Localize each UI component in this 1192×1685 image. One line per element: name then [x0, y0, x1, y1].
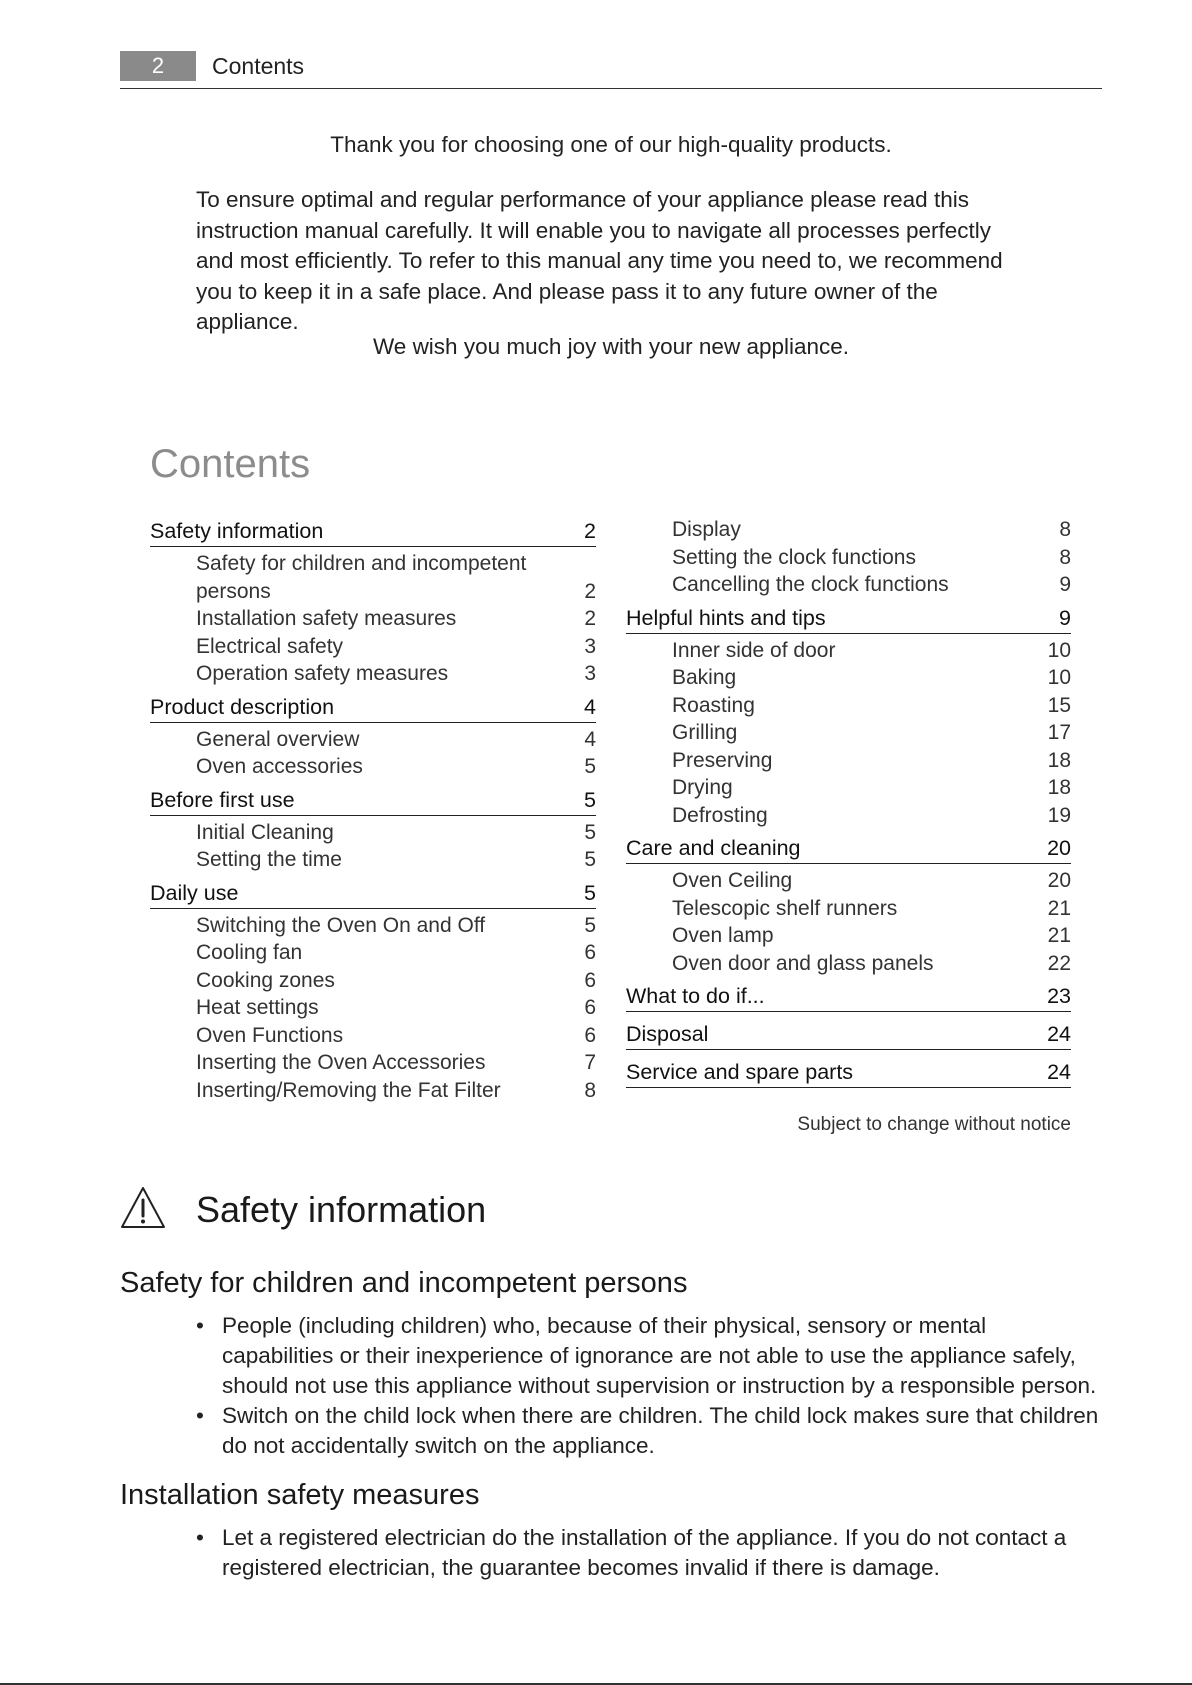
- toc-entry-page: 24: [1047, 1022, 1071, 1046]
- toc-subsection[interactable]: [626, 516, 1071, 544]
- toc-entry-page: 4: [584, 727, 596, 751]
- intro-line: and most efficiently. To refer to this manual any time you need to, we recommend: [196, 248, 1003, 273]
- toc-subsection[interactable]: [150, 753, 596, 781]
- intro-wish: We wish you much joy with your new appliance.: [372, 334, 850, 359]
- toc-subsection[interactable]: [150, 550, 596, 605]
- toc-entry-label: Daily use: [150, 880, 239, 905]
- toc-entry-page: 23: [1047, 984, 1071, 1008]
- toc-entry-page: 10: [1047, 638, 1071, 662]
- toc-entry-label: Safety for children and incompetent persons: [196, 552, 527, 603]
- toc-section[interactable]: [626, 1019, 1071, 1050]
- installation-safety-heading: Installation safety measures: [120, 1479, 480, 1511]
- toc-entry-page: 15: [1047, 693, 1071, 717]
- toc-entry-page: 24: [1047, 1060, 1071, 1084]
- toc-entry-label: Cooking zones: [196, 968, 335, 992]
- toc-entry-label: Switching the Oven On and Off: [196, 913, 486, 937]
- toc-entry-page: 6: [584, 1023, 596, 1047]
- list-item: [196, 1311, 1102, 1401]
- bullet-text: People (including children) who, because of their physical, sensory or mental capabilities or their inexperience of ignorance are not able to use the appliance safely, should not use this appliance without supervision or instruction by a responsible person.: [222, 1313, 1097, 1398]
- toc-subsection[interactable]: [150, 967, 596, 995]
- toc-entry-page: 4: [584, 694, 596, 719]
- toc-entry-page: 21: [1047, 924, 1071, 947]
- children-safety-list: [196, 1311, 1102, 1461]
- toc-entry-page: 5: [584, 755, 596, 778]
- toc-entry-label: Preserving: [672, 748, 773, 772]
- toc-section[interactable]: [626, 1057, 1071, 1088]
- children-safety-heading: Safety for children and incompetent persons: [120, 1267, 688, 1299]
- toc-entry-label: Product description: [150, 694, 335, 719]
- toc-subsection[interactable]: [626, 719, 1071, 747]
- toc-subsection[interactable]: [626, 922, 1071, 950]
- toc-subsection[interactable]: [150, 912, 596, 940]
- toc-right-column: [626, 516, 1071, 1095]
- list-item: [196, 1401, 1102, 1461]
- toc-entry-label: Operation safety measures: [196, 662, 449, 685]
- toc-left-column: [150, 516, 596, 1108]
- toc-entry-page: 5: [584, 880, 596, 905]
- toc-entry-label: Telescopic shelf runners: [672, 896, 898, 920]
- toc-section[interactable]: [626, 833, 1071, 864]
- intro-paragraph: [196, 185, 1026, 338]
- toc-subsection[interactable]: [150, 605, 596, 633]
- toc-entry-label: Cancelling the clock functions: [672, 573, 949, 596]
- toc-entry-label: Inserting the Oven Accessories: [196, 1051, 486, 1074]
- toc-subsection[interactable]: [150, 939, 596, 967]
- toc-entry-label: Oven accessories: [196, 755, 363, 778]
- toc-entry-page: 8: [584, 1078, 596, 1102]
- toc-section[interactable]: [150, 785, 596, 816]
- bullet-text: Let a registered electrician do the installation of the appliance. If you do not contact a registered electrician, the guarantee becomes invalid if there is damage.: [222, 1525, 1067, 1580]
- toc-entry-page: 19: [1047, 803, 1071, 827]
- toc-subsection[interactable]: [626, 950, 1071, 978]
- toc-entry-label: Display: [672, 518, 741, 541]
- toc-subsection[interactable]: [150, 994, 596, 1022]
- toc-subsection[interactable]: [626, 895, 1071, 923]
- toc-entry-label: Inner side of door: [672, 638, 836, 662]
- toc-entry-page: 8: [1059, 518, 1071, 541]
- toc-entry-label: What to do if...: [626, 984, 765, 1008]
- bullet-text: Switch on the child lock when there are children. The child lock makes sure that children do not accidentally switch on the appliance.: [222, 1403, 1099, 1458]
- toc-entry-page: 21: [1047, 896, 1071, 920]
- toc-subsection[interactable]: [150, 1022, 596, 1050]
- warning-triangle-icon: [120, 1186, 166, 1230]
- toc-entry-page: 20: [1047, 836, 1071, 860]
- toc-subsection[interactable]: [626, 802, 1071, 830]
- toc-entry-label: Disposal: [626, 1022, 709, 1046]
- change-notice: Subject to change without notice: [797, 1114, 1071, 1135]
- toc-subsection[interactable]: [150, 1049, 596, 1077]
- safety-section-header: [120, 1186, 720, 1240]
- toc-entry-label: Oven lamp: [672, 924, 774, 947]
- toc-entry-page: 20: [1047, 869, 1071, 892]
- toc-subsection[interactable]: [150, 1077, 596, 1105]
- safety-title: Safety information: [196, 1189, 487, 1230]
- toc-entry-page: 18: [1047, 776, 1071, 799]
- bullet-icon: •: [196, 1525, 204, 1550]
- intro-line: instruction manual carefully. It will enable you to navigate all processes perfectly: [196, 217, 991, 243]
- toc-entry-page: 5: [584, 820, 596, 844]
- toc-entry-label: Service and spare parts: [626, 1060, 854, 1084]
- toc-entry-label: Baking: [672, 666, 737, 689]
- toc-subsection[interactable]: [626, 571, 1071, 599]
- toc-subsection[interactable]: [626, 774, 1071, 802]
- toc-entry-label: Initial Cleaning: [196, 820, 334, 844]
- toc-section[interactable]: [150, 878, 596, 909]
- toc-entry-page: 3: [584, 634, 596, 658]
- header-title: Contents: [212, 53, 305, 79]
- toc-entry-page: 2: [584, 519, 596, 543]
- toc-entry-label: Oven Ceiling: [672, 869, 793, 892]
- toc-entry-label: Drying: [672, 776, 733, 799]
- toc-subsection[interactable]: [626, 692, 1071, 720]
- toc-entry-page: 9: [1059, 573, 1071, 596]
- intro-line: To ensure optimal and regular performance of your appliance please read this: [196, 187, 969, 212]
- toc-entry-label: Heat settings: [196, 996, 319, 1019]
- toc-section[interactable]: [150, 516, 596, 547]
- toc-entry-label: Electrical safety: [196, 634, 344, 658]
- toc-subsection[interactable]: [150, 846, 596, 874]
- toc-entry-label: Oven door and glass panels: [672, 951, 934, 975]
- toc-entry-label: Grilling: [672, 721, 738, 744]
- page-number: 2: [120, 51, 196, 81]
- toc-entry-label: Roasting: [672, 693, 755, 717]
- bullet-icon: •: [196, 1313, 204, 1338]
- contents-title: Contents: [150, 442, 311, 486]
- toc-entry-page: 7: [584, 1051, 596, 1074]
- toc-entry-label: General overview: [196, 727, 360, 751]
- toc-subsection[interactable]: [626, 747, 1071, 775]
- toc-entry-page: 9: [1059, 605, 1071, 630]
- toc-entry-page: 6: [584, 968, 596, 992]
- toc-entry-page: 3: [584, 662, 596, 685]
- toc-entry-label: Cooling fan: [196, 941, 303, 964]
- toc-entry-page: 6: [584, 996, 596, 1019]
- toc-entry-label: Safety information: [150, 519, 324, 543]
- toc-section[interactable]: [150, 692, 596, 723]
- toc-entry-label: Helpful hints and tips: [626, 605, 826, 630]
- installation-safety-list: [196, 1523, 1102, 1583]
- toc-entry-label: Setting the clock functions: [672, 545, 916, 569]
- toc-entry-page: 5: [584, 787, 596, 812]
- toc-entry-label: Before first use: [150, 787, 295, 812]
- toc-entry-label: Oven Functions: [196, 1023, 344, 1047]
- toc-entry-page: 2: [584, 579, 596, 603]
- toc-entry-page: 17: [1047, 721, 1071, 744]
- toc-subsection[interactable]: [626, 664, 1071, 692]
- toc-entry-page: 2: [584, 607, 596, 630]
- toc-entry-page: 5: [584, 848, 596, 871]
- toc-subsection[interactable]: [626, 544, 1071, 572]
- toc-subsection[interactable]: [150, 819, 596, 847]
- toc-entry-label: Installation safety measures: [196, 607, 457, 630]
- list-item: [196, 1523, 1102, 1583]
- toc-subsection[interactable]: [150, 726, 596, 754]
- bullet-icon: •: [196, 1403, 204, 1428]
- toc-section[interactable]: [626, 603, 1071, 634]
- toc-entry-page: 8: [1059, 545, 1071, 569]
- toc-subsection[interactable]: [626, 867, 1071, 895]
- toc-entry-page: 5: [584, 913, 596, 937]
- toc-entry-page: 6: [584, 941, 596, 964]
- intro-thanks: Thank you for choosing one of our high-quality products.: [330, 132, 892, 157]
- page-header: [120, 51, 1102, 89]
- toc-entry-page: 10: [1047, 666, 1071, 689]
- toc-entry-label: Defrosting: [672, 803, 768, 827]
- toc-entry-label: Inserting/Removing the Fat Filter: [196, 1078, 501, 1102]
- toc-subsection[interactable]: [150, 633, 596, 661]
- toc-section[interactable]: [626, 981, 1071, 1012]
- toc-entry-label: Care and cleaning: [626, 836, 801, 860]
- toc-entry-label: Setting the time: [196, 848, 342, 871]
- intro-line: you to keep it in a safe place. And please pass it to any future owner of the appliance.: [196, 278, 938, 334]
- toc-subsection[interactable]: [626, 637, 1071, 665]
- toc-entry-page: 22: [1047, 951, 1071, 975]
- toc-entry-page: 18: [1047, 748, 1071, 772]
- toc-subsection[interactable]: [150, 660, 596, 688]
